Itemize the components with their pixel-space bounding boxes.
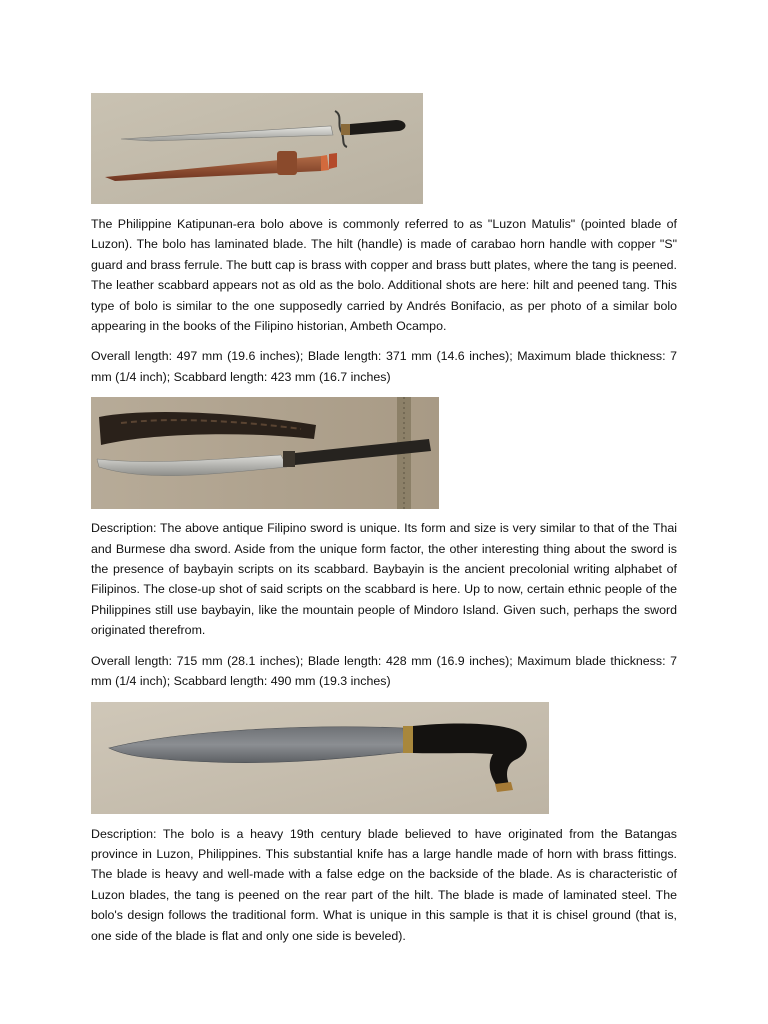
section-1-description: The Philippine Katipunan-era bolo above is commonly referred to as "Luzon Matulis" (pointed blade of Luzon). The bolo has laminated blade. The hilt (handle) is made of carabao horn handle with copper "S" guard and brass ferrule. The butt cap is brass with copper and brass butt plates, where the tang is peened. The leather scabbard appears not as old as the bolo. Additional shots are here: hilt and peened tang. This type of bolo is similar to the one supposedly carried by Andrés Bonifacio, as per photo of a similar bolo appearing in the books of the Filipino historian, Ambeth Ocampo.: [91, 217, 677, 334]
section-2-specs: Overall length: 715 mm (28.1 inches); Blade length: 428 mm (16.9 inches); Maximum blade thickness: 7 mm (1/4 inch); Scabbard length: 490 mm (19.3 inches): [91, 653, 677, 689]
dha-style-sword-photo: [91, 397, 439, 509]
section-1-specs: Overall length: 497 mm (19.6 inches); Blade length: 371 mm (14.6 inches); Maximum blade thickness: 7 mm (1/4 inch); Scabbard length: 423 mm (16.7 inches): [91, 349, 677, 384]
section-3-description: Description: The bolo is a heavy 19th century blade believed to have originated from the Batangas province in Luzon, Philippines. This substantial knife has a large handle made of horn with brass fittings. The blade is heavy and well-made with a false edge on the backside of the blade. As is characteristic of Luzon blades, the tang is peened on the rear part of the hilt. The blade is made of laminated steel. The bolo's design follows the traditional form. What is unique in this sample is that it is chisel ground (that is, one side of the blade is flat and only one side is beveled).: [91, 826, 677, 943]
section-2-description: Description: The above antique Filipino sword is unique. Its form and size is very similar to that of the Thai and Burmese dha sword. Aside from the unique form factor, the other interesting thing about the sword is the presence of baybayin scripts on its scabbard. Baybayin is the ancient precolonial writing alphabet of Filipinos. The close-up shot of said scripts on the scabbard is here. Up to now, certain ethnic people of the Philippines still use baybayin, like the mountain people of Mindoro Island. Given such, perhaps the sword originated therefrom.: [91, 521, 677, 638]
luzon-matulis-bolo-photo: [91, 93, 423, 204]
document-page: [91, 93, 677, 956]
batangas-bolo-photo: [91, 702, 549, 814]
